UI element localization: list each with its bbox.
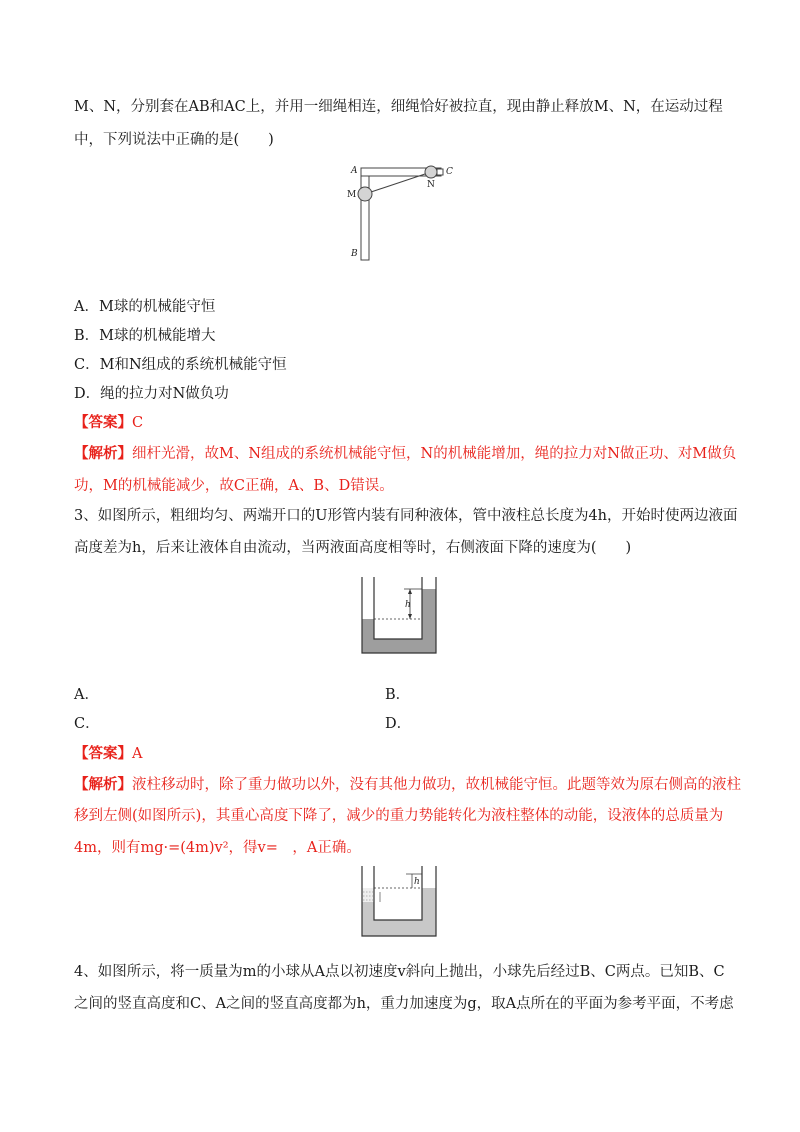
q3-stem-line-1: 3、如图所示，粗细均匀、两端开口的U形管内装有同种液体，管中液柱总长度为4h，开始时使两边液面 xyxy=(74,508,738,524)
label-m: M xyxy=(347,190,357,200)
q3-answer xyxy=(74,744,142,764)
q3-option-b: B． xyxy=(385,687,411,703)
q4-stem-line-1: 4、如图所示，将一质量为m的小球从A点以初速度v斜向上抛出，小球先后经过B、C两点。已知B、C xyxy=(74,964,725,980)
q3-answer-tag: 【答案】 xyxy=(74,745,132,762)
q2-answer xyxy=(74,413,143,433)
label-c: C xyxy=(446,167,453,177)
q3-analysis-tag: 【解析】 xyxy=(74,776,132,793)
label-h-2: h xyxy=(414,877,420,887)
q2-analysis-line-1 xyxy=(74,444,736,464)
q2-option-a: A．M球的机械能守恒 xyxy=(74,299,216,315)
label-h: h xyxy=(405,600,411,610)
q2-option-b: B．M球的机械能增大 xyxy=(74,328,216,344)
q3-analysis-line-3: 4m，则有mg·=(4m)v²，得v= ，A正确。 xyxy=(74,840,361,856)
q2-stem-line-2: 中，下列说法中正确的是( ) xyxy=(74,132,274,148)
q2-option-c: C．M和N组成的系统机械能守恒 xyxy=(74,357,287,373)
q3-u-tube-figure xyxy=(360,577,440,657)
label-a: A xyxy=(351,166,358,176)
label-n: N xyxy=(427,180,435,190)
q3-option-c: C． xyxy=(74,716,100,732)
q3-analysis-line-2: 移到左侧(如图所示)，其重心高度下降了，减少的重力势能转化为液柱整体的动能，设液体的总质量为 xyxy=(74,808,724,824)
q2-rod-figure xyxy=(345,158,455,268)
q2-analysis-line-2: 功，M的机械能减少，故C正确，A、B、D错误。 xyxy=(74,478,394,494)
q3-stem-line-2: 高度差为h，后来让液体自由流动，当两液面高度相等时，右侧液面下降的速度为( ) xyxy=(74,540,632,556)
q2-stem-line-1: M、N，分别套在AB和AC上，并用一细绳相连，细绳恰好被拉直，现由静止释放M、N，在运动过程 xyxy=(74,99,723,115)
q2-answer-tag: 【答案】 xyxy=(74,414,132,431)
q3-answer-value: A xyxy=(132,746,143,762)
q4-stem-line-2: 之间的竖直高度和C、A之间的竖直高度都为h，重力加速度为g，取A点所在的平面为参考平面，不考虑 xyxy=(74,996,734,1012)
label-b: B xyxy=(351,249,358,259)
q3-analysis-line-1 xyxy=(74,775,741,795)
q2-analysis-text-1: 细杆光滑，故M、N组成的系统机械能守恒，N的机械能增加，绳的拉力对N做正功、对M做负 xyxy=(132,446,737,462)
q2-option-d: D．绳的拉力对N做负功 xyxy=(74,386,229,402)
q3-option-a: A． xyxy=(74,687,99,703)
q3-option-d: D． xyxy=(385,716,412,732)
q2-answer-value: C xyxy=(132,415,144,431)
q3-analysis-text-1: 液柱移动时，除了重力做功以外，没有其他力做功，故机械能守恒。此题等效为原右侧高的液柱 xyxy=(132,777,741,793)
q3-analysis-u-tube-figure xyxy=(360,866,440,946)
q2-analysis-tag: 【解析】 xyxy=(74,445,132,462)
